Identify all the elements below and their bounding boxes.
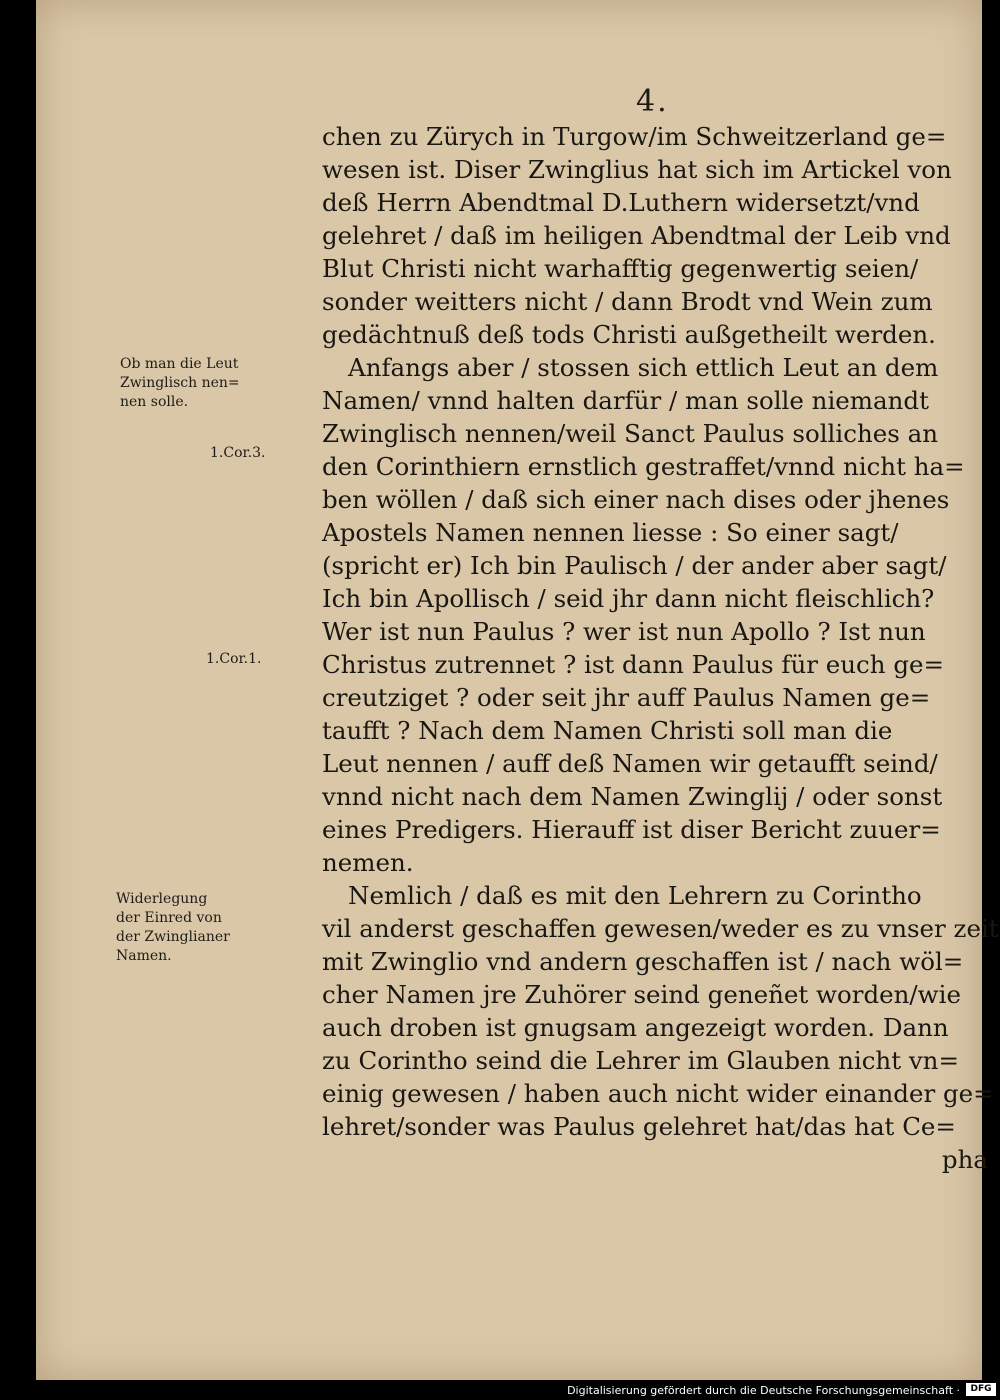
margin-note [120,355,240,412]
margin-note [206,650,261,669]
margin-note-line: 1.Cor.3. [210,445,266,461]
margin-note-line: der Einred von [116,910,222,926]
text-line: einig gewesen / haben auch nicht wider einander ge= [322,1079,994,1108]
text-line: creutziget ? oder seit jhr auff Paulus Namen ge= [322,683,931,712]
margin-note-line: 1.Cor.1. [206,651,262,667]
text-line: (spricht er) Ich bin Paulisch / der ander aber sagt/ [322,551,947,580]
text-line: ben wöllen / daß sich einer nach dises oder jhenes [322,485,950,514]
margin-note-line: der Zwinglianer [116,929,230,945]
text-line: Wer ist nun Paulus ? wer ist nun Apollo ? Ist nun [322,617,926,646]
footer-credit: Digitalisierung gefördert durch die Deutsche Forschungsgemeinschaft · [567,1384,960,1397]
text-line: auch droben ist gnugsam angezeigt worden. Dann [322,1013,949,1042]
text-line: zu Corintho seind die Lehrer im Glauben nicht vn= [322,1046,959,1075]
text-line: Namen/ vnnd halten darfür / man solle niemandt [322,386,929,415]
text-line: chen zu Zürych in Turgow/im Schweitzerland ge= [322,122,947,151]
text-line: lehret/sonder was Paulus gelehret hat/das hat Ce= [322,1112,956,1141]
text-line: Ich bin Apollisch / seid jhr dann nicht fleischlich? [322,584,935,613]
margin-note-line: Zwinglisch nen= [120,375,240,391]
text-line: gedächtnuß deß tods Christi außgetheilt werden. [322,320,936,349]
text-line: cher Namen jre Zuhörer seind geneñet worden/wie [322,980,961,1009]
text-line: deß Herrn Abendtmal D.Luthern widersetzt/vnd [322,188,920,217]
margin-note [210,444,265,463]
catchword: pha [941,1145,988,1174]
text-line: vil anderst geschaffen gewesen/weder es zu vnser zeit [322,914,999,943]
text-line: Christus zutrennet ? ist dann Paulus für euch ge= [322,650,945,679]
text-line: den Corinthiern ernstlich gestraffet/vnnd nicht ha= [322,452,965,481]
margin-note [116,890,230,966]
text-line: mit Zwinglio vnd andern geschaffen ist / nach wöl= [322,947,964,976]
footer-bar [0,1380,1000,1400]
text-line: vnnd nicht nach dem Namen Zwinglij / oder sonst [322,782,943,811]
text-line: Anfangs aber / stossen sich ettlich Leut an dem [348,353,939,382]
book-page [36,0,999,1380]
text-line: Apostels Namen nennen liesse : So einer sagt/ [322,518,899,547]
page-number: 4. [636,84,669,119]
text-line: Leut nennen / auff deß Namen wir getaufft seind/ [322,749,938,778]
margin-note-line: Widerlegung [116,891,208,907]
text-line: sonder weitters nicht / dann Brodt vnd Wein zum [322,287,933,316]
text-line: taufft ? Nach dem Namen Christi soll man die [322,716,893,745]
margin-note-line: Ob man die Leut [120,356,239,372]
text-line: Blut Christi nicht warhafftig gegenwertig seien/ [322,254,919,283]
text-line: Zwinglisch nennen/weil Sanct Paulus solliches an [322,419,938,448]
margin-note-line: Namen. [116,948,172,964]
text-line: Nemlich / daß es mit den Lehrern zu Corintho [348,881,922,910]
dfg-logo: DFG [966,1383,996,1396]
margin-note-line: nen solle. [120,394,189,410]
text-line: gelehret / daß im heiligen Abendtmal der Leib vnd [322,221,951,250]
body-text [322,120,999,1176]
text-line: eines Predigers. Hierauff ist diser Bericht zuuer= [322,815,941,844]
text-line: wesen ist. Diser Zwinglius hat sich im Artickel von [322,155,952,184]
text-line: nemen. [322,848,414,877]
